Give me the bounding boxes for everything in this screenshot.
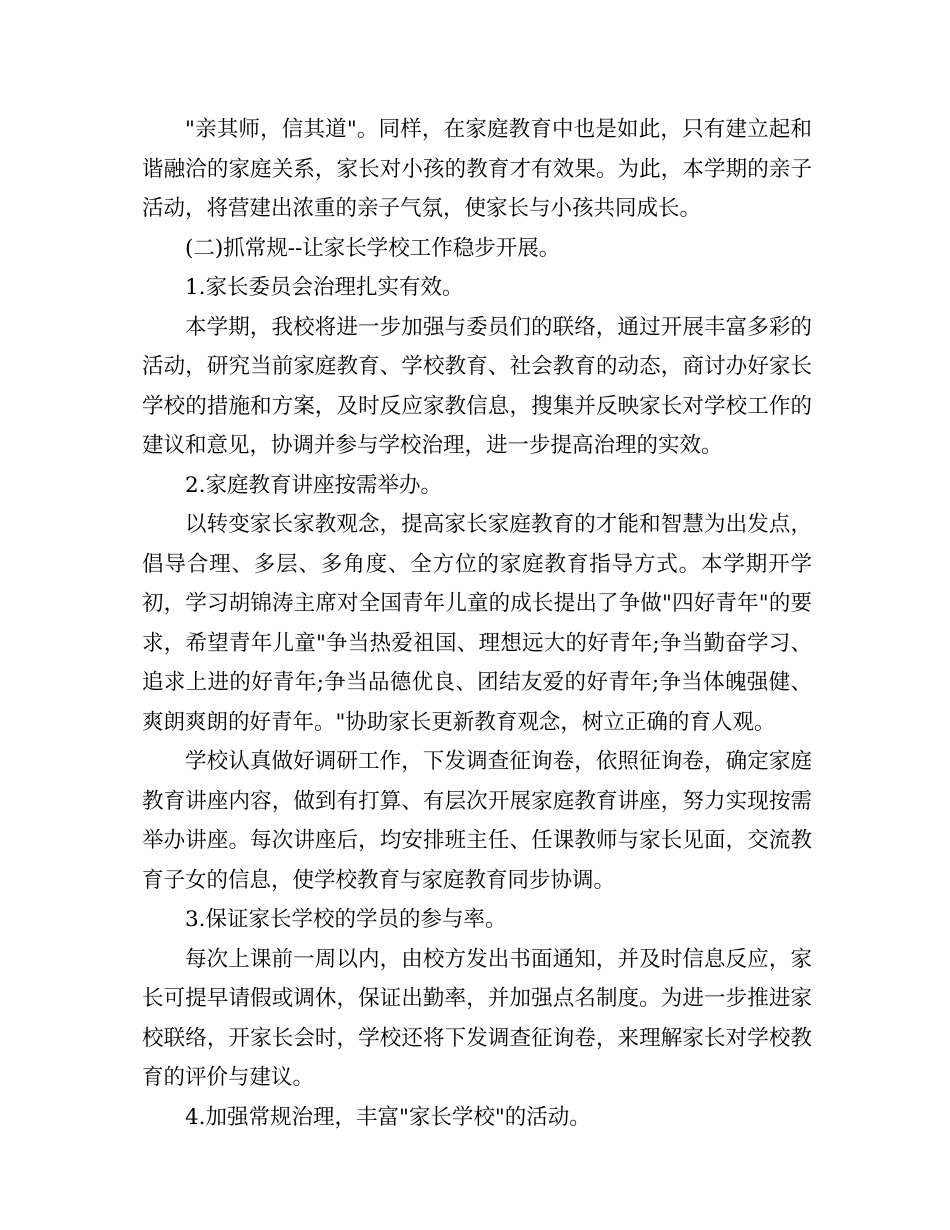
paragraph-parent-committee: 本学期，我校将进一步加强与委员们的联络，通过开展丰富多彩的活动，研究当前家庭教育、学校教育、社会教育的动态，商讨办好家长学校的措施和方案，及时反应家教信息，搜集并反映家长对学校工作的建议和意见，协调并参与学校治理，进一步提高治理的实效。 (142, 314, 812, 458)
item-heading-routine-management: 4.加强常规治理，丰富"家长学校"的活动。 (185, 1104, 591, 1130)
section-heading-routine: (二)抓常规--让家长学校工作稳步开展。 (185, 235, 561, 261)
document-body (142, 110, 812, 1137)
paragraph-lectures-survey: 学校认真做好调研工作，下发调查征询卷，依照征询卷，确定家庭教育讲座内容，做到有打算、有层次开展家庭教育讲座，努力实现按需举办讲座。每次讲座后，均安排班主任、任课教师与家长见面，交流教育子女的信息，使学校教育与家庭教育同步协调。 (142, 749, 812, 893)
item-heading-attendance: 3.保证家长学校的学员的参与率。 (185, 907, 507, 932)
paragraph-attendance: 每次上课前一周以内，由校方发出书面通知，并及时信息反应，家长可提早请假或调休，保证出勤率，并加强点名制度。为进一步推进家校联络，开家长会时，学校还将下发调查征询卷，来理解家长对学校教育的评价与建议。 (142, 946, 812, 1090)
paragraph-parent-child-relationship: "亲其师，信其道"。同样，在家庭教育中也是如此，只有建立起和谐融洽的家庭关系，家长对小孩的教育才有效果。为此，本学期的亲子活动，将营建出浓重的亲子气氛，使家长与小孩共同成长。 (142, 117, 812, 221)
paragraph-lectures-concept: 以转变家长家教观念，提高家长家庭教育的才能和智慧为出发点，倡导合理、多层、多角度、全方位的家庭教育指导方式。本学期开学初，学习胡锦涛主席对全国青年儿童的成长提出了争做"四好青年"的要求，希望青年儿童"争当热爱祖国、理想远大的好青年;争当勤奋学习、追求上进的好青年;争当品德优良、团结友爱的好青年;争当体魄强健、爽朗爽朗的好青年。"协助家长更新教育观念，树立正确的育人观。 (142, 512, 812, 735)
item-heading-lectures: 2.家庭教育讲座按需举办。 (185, 472, 443, 498)
item-heading-parent-committee: 1.家长委员会治理扎实有效。 (185, 275, 464, 300)
